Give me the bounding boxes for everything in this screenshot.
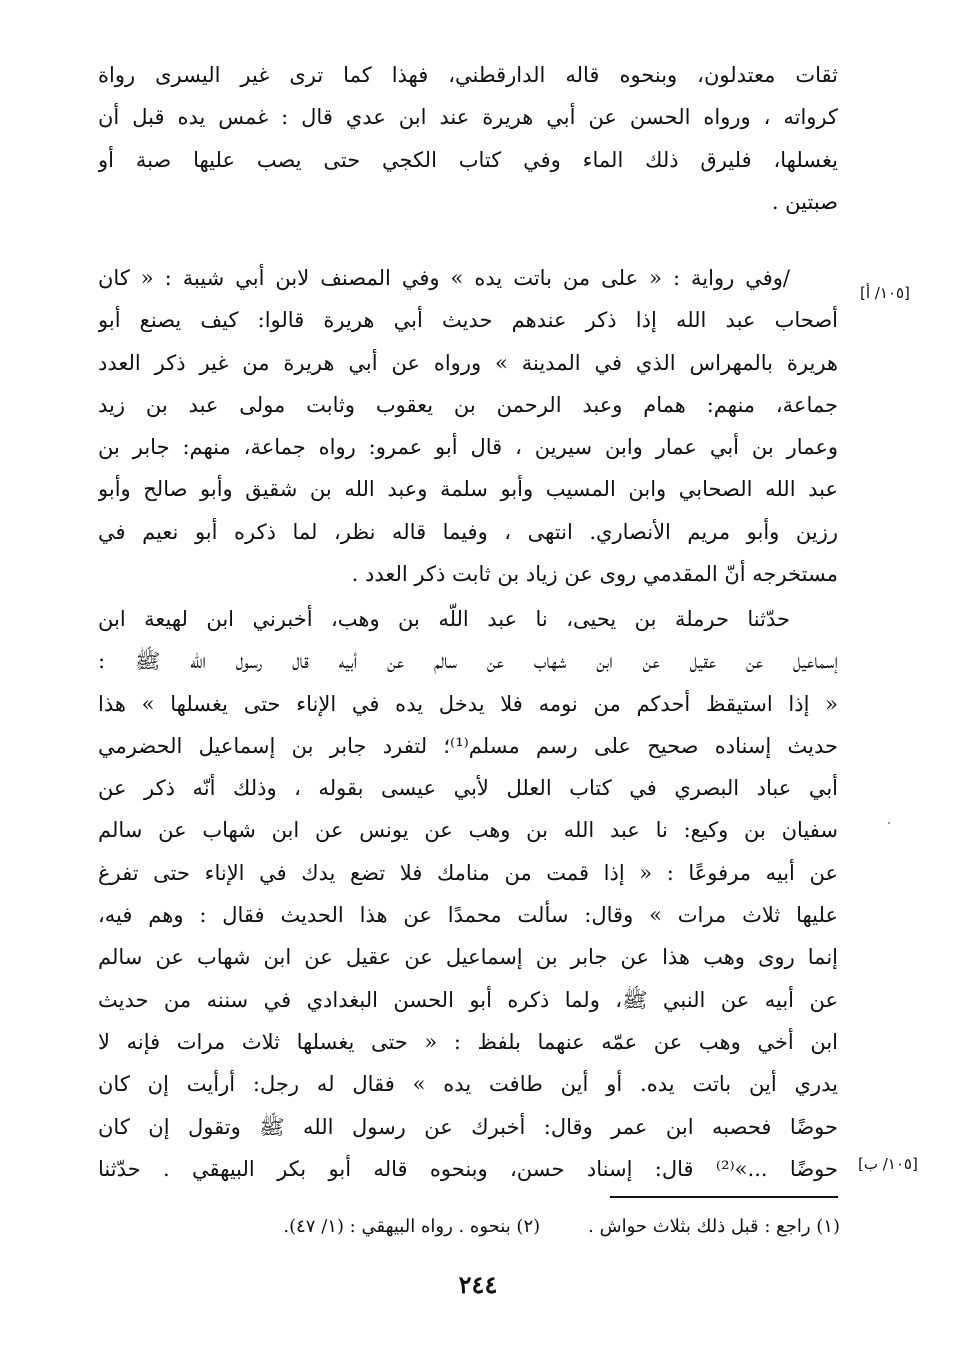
text-line: صبتين . — [771, 189, 838, 214]
footnote-1: (١) راجع : قبل ذلك بثلاث حواش . — [588, 1216, 840, 1237]
scan-speck — [888, 822, 890, 824]
text-line: حوضًا فحصبه ابن عمر وقال: أخبرك عن رسول الله ﷺ وتقول إن كان — [98, 1114, 838, 1139]
paragraph-2 — [98, 257, 838, 595]
paragraph-1 — [98, 54, 838, 223]
footnote-2: (٢) بنحوه . رواه البيهقي : (١/ ٤٧). — [283, 1216, 541, 1237]
text-line: ثقات معتدلون، وبنحوه قاله الدارقطني، فهذا كما ترى غير اليسرى رواة — [98, 63, 838, 87]
text-line: عن أبيه عن النبي ﷺ، ولما ذكره أبو الحسن البغدادي في سننه من حديث — [98, 987, 838, 1012]
text-line: يدري أين باتت يده. أو أين طافت يده » فقال له رجل: أرأيت إن كان — [98, 1072, 838, 1097]
text-line: أصحاب عبد الله إذا ذكر عندهم حديث أبي هريرة قالوا: كيف يصنع أبو — [98, 308, 838, 333]
text-line: « إذا استيقظ أحدكم من نومه فلا يدخل يده في الإناء حتى يغسلها » هذا — [98, 691, 838, 716]
text-line: حدّثنا حرملة بن يحيى، نا عبد اللّه بن وهب، أخبرني ابن لهيعة ابن — [98, 607, 790, 631]
text-line: إنما روى وهب هذا عن جابر بن إسماعيل عن عقيل عن ابن شهاب عن سالم — [98, 945, 838, 970]
text-line: مستخرجه أنّ المقدمي روى عن زياد بن ثابت ذكر العدد . — [351, 562, 838, 587]
page-number: ٢٤٤ — [458, 1270, 498, 1299]
text-line: ابن أخي وهب عن عمّه عنهما بلفظ : « حتى يغسلها ثلاث مرات فإنه لا — [98, 1029, 838, 1054]
text-line: عن أبيه مرفوعًا : « إذا قمت من منامك فلا تضع يدك في الإناء حتى تفرغ — [98, 860, 838, 885]
footnotes — [180, 1216, 840, 1237]
text-line: عبد الله الصحابي وابن المسيب وأبو سلمة وعبد الله بن شقيق وأبو صالح وأبو — [98, 477, 838, 502]
text-line: هريرة بالمهراس الذي في المدينة » ورواه عن أبي هريرة من غير ذكر العدد — [98, 350, 838, 375]
text-line: رزين وأبو مريم الأنصاري. انتهى ، وفيما قاله نظر، لما ذكره أبو نعيم في — [98, 519, 838, 544]
paragraph-3 — [98, 598, 838, 1190]
text-line: سفيان بن وكيع: نا عبد الله بن وهب عن يونس عن ابن شهاب عن سالم — [98, 818, 838, 843]
text-line: إسماعيل عن عقيل عن ابن شهاب عن سالم عن أبيه قال رسول الله ﷺ : — [98, 649, 838, 674]
margin-folio-marker: [١٠٥/ أ] — [860, 284, 910, 302]
text-line: حديث إسناده صحيح على رسم مسلم⁽¹⁾؛ لتفرد جابر بن إسماعيل الحضرمي — [98, 733, 838, 758]
text-line: عليها ثلاث مرات » وقال: سألت محمدًا عن هذا الحديث فقال : وهم فيه، — [98, 903, 838, 928]
text-line: /وفي رواية : « على من باتت يده » وفي المصنف لابن أبي شيبة : « كان — [98, 266, 790, 290]
text-line: حوضًا ...»⁽²⁾ قال: إسناد حسن، وبنحوه قاله أبو بكر البيهقي . حدّثنا — [98, 1156, 838, 1181]
text-line: كرواته ، ورواه الحسن عن أبي هريرة عند ابن عدي قال : غمس يده قبل أن — [98, 105, 838, 130]
text-line: جماعة، منهم: همام وعبد الرحمن بن يعقوب وثابت مولى عبد بن زيد — [98, 392, 838, 417]
text-line: يغسلها، فليرق ذلك الماء وفي كتاب الكجي حتى يصب عليها صبة أو — [98, 147, 838, 172]
margin-folio-marker: [١٠٥/ ب] — [858, 1155, 918, 1173]
footnote-divider — [610, 1196, 838, 1198]
text-line: وعمار بن أبي عمار وابن سيرين ، قال أبو عمرو: رواه جماعة، منهم: جابر بن — [98, 435, 838, 460]
text-line: أبي عباد البصري في كتاب العلل لأبي عيسى بقوله ، وذلك أنّه ذكر عن — [98, 776, 838, 801]
